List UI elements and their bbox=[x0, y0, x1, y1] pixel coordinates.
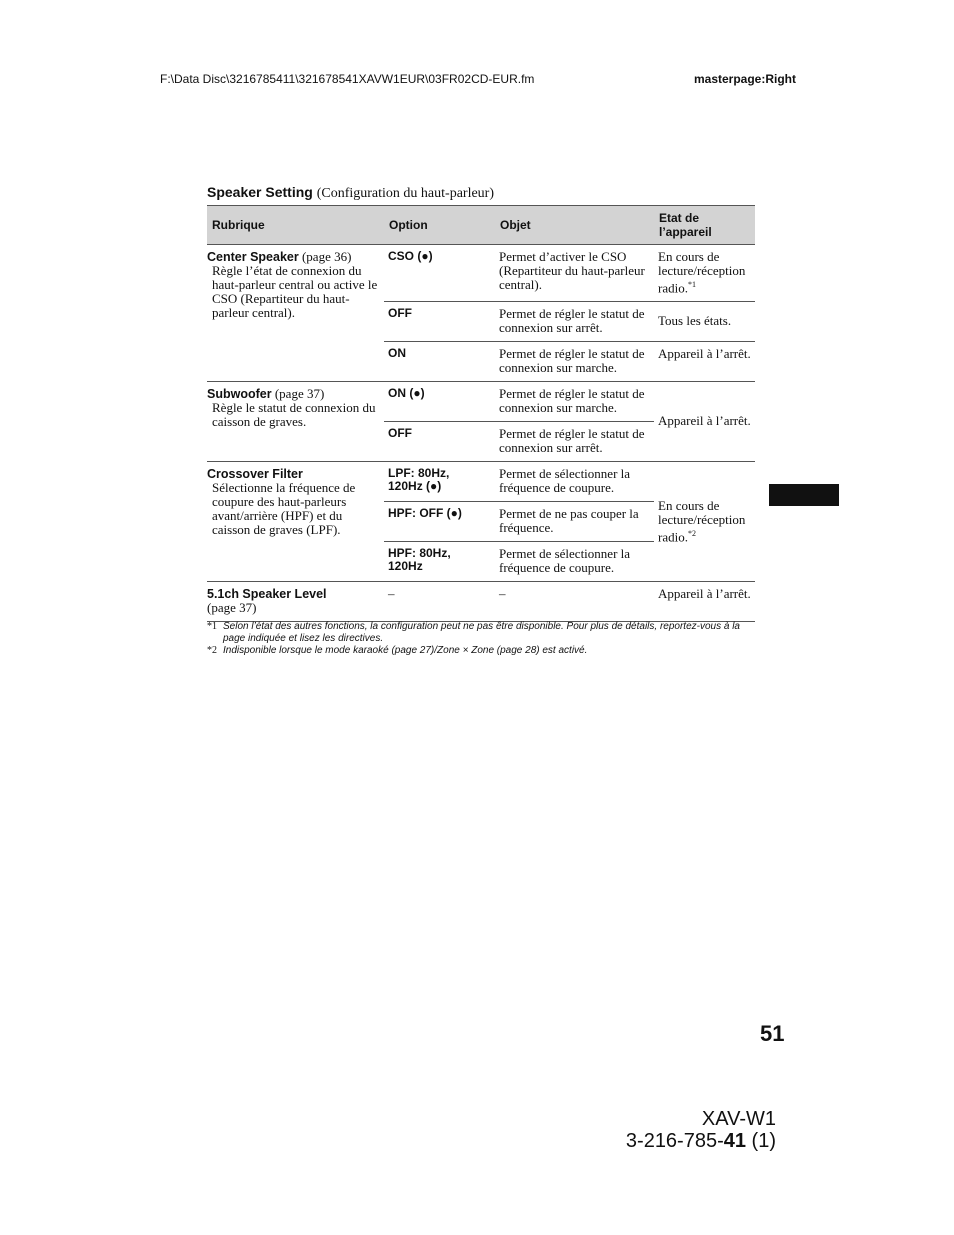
rubrique-name: Subwoofer bbox=[207, 387, 272, 402]
etat-cell: Appareil à l’arrêt. bbox=[654, 582, 755, 622]
etat-cell: Tous les états. bbox=[654, 302, 755, 342]
rubrique-name: Center Speaker bbox=[207, 250, 299, 264]
footnote-mark: *2 bbox=[687, 528, 696, 538]
rubrique-page: (page 37) bbox=[207, 600, 257, 616]
rubrique-page: (page 37) bbox=[274, 386, 325, 402]
speaker-setting-table bbox=[207, 205, 755, 622]
table-header-row bbox=[207, 206, 755, 245]
rubrique-desc: Sélectionne la fréquence de coupure des haut-parleurs avant/arrière (HPF) et du caisson de graves (LPF). bbox=[212, 480, 356, 538]
section-subtitle: (Configuration du haut-parleur) bbox=[316, 186, 494, 201]
footnote bbox=[207, 645, 752, 657]
header-etat: Etat de l’appareil bbox=[654, 206, 755, 245]
option-cell: LPF: 80Hz, 120Hz (●) bbox=[384, 462, 481, 502]
rubrique-desc: Règle le statut de connexion du caisson de graves. bbox=[212, 400, 376, 430]
footnote-mark: *2 bbox=[207, 645, 217, 656]
rubrique-desc: Règle l’état de connexion du haut-parleur central ou active le CSO (Repartiteur du haut-parleur central). bbox=[212, 263, 378, 320]
option-cell: HPF: 80Hz, 120Hz bbox=[384, 542, 481, 582]
table-row bbox=[207, 582, 755, 622]
section-tab-marker bbox=[769, 484, 839, 506]
page-number: 51 bbox=[760, 1021, 785, 1046]
option-cell: ON (●) bbox=[384, 382, 481, 422]
objet-cell: Permet de régler le statut de connexion sur arrêt. bbox=[495, 422, 654, 462]
rubrique-name: Crossover Filter bbox=[207, 467, 303, 482]
rubrique-name: 5.1ch Speaker Level bbox=[207, 587, 327, 602]
objet-cell: Permet de sélectionner la fréquence de coupure. bbox=[495, 542, 654, 582]
option-cell: ON bbox=[384, 342, 481, 382]
option-cell: – bbox=[384, 582, 481, 622]
model-info bbox=[626, 1108, 776, 1152]
footnotes bbox=[207, 621, 752, 657]
objet-cell: Permet de régler le statut de connexion sur arrêt. bbox=[495, 302, 654, 342]
table-row bbox=[207, 462, 755, 502]
footnote-mark: *1 bbox=[687, 280, 696, 289]
option-cell: HPF: OFF (●) bbox=[384, 502, 481, 542]
rubrique-center-speaker bbox=[207, 245, 384, 382]
model-code: 3-216-785-41 (1) bbox=[625, 1130, 776, 1152]
section-title bbox=[207, 184, 494, 202]
rubrique-subwoofer bbox=[207, 382, 384, 462]
objet-cell: – bbox=[495, 582, 654, 622]
rubrique-speaker-level bbox=[207, 582, 384, 622]
objet-cell: Permet de sélectionner la fréquence de coupure. bbox=[495, 462, 654, 502]
masterpage-label: masterpage:Right bbox=[693, 72, 796, 86]
etat-cell: En cours de lecture/réception radio.$^{*2}$ bbox=[654, 462, 755, 582]
option-cell: OFF bbox=[384, 302, 481, 342]
objet-cell: Permet de régler le statut de connexion sur marche. bbox=[495, 382, 654, 422]
table-row bbox=[207, 382, 755, 422]
section-title-text: Speaker Setting bbox=[207, 184, 313, 200]
etat-cell: Appareil à l’arrêt. bbox=[654, 382, 755, 462]
header-option: Option bbox=[384, 206, 481, 245]
footnote bbox=[207, 621, 752, 645]
etat-cell: En cours de lecture/réception radio.$^{*1}$ bbox=[654, 245, 755, 302]
header-rubrique: Rubrique bbox=[207, 206, 384, 245]
table-row bbox=[207, 245, 755, 302]
rubrique-page: (page 36) bbox=[301, 249, 352, 264]
etat-cell: Appareil à l’arrêt. bbox=[654, 342, 755, 382]
option-cell: OFF bbox=[384, 422, 481, 462]
rubrique-crossover-filter bbox=[207, 462, 384, 582]
model-name: XAV-W1 bbox=[701, 1108, 776, 1130]
option-cell: CSO (●) bbox=[384, 245, 481, 302]
objet-cell: Permet d’activer le CSO (Repartiteur du haut-parleur central). bbox=[495, 245, 654, 302]
objet-cell: Permet de ne pas couper la fréquence. bbox=[495, 502, 654, 542]
footnote-text: Indisponible lorsque le mode karaoké (page 27)/Zone × Zone (page 28) est activé. bbox=[223, 645, 588, 656]
objet-cell: Permet de régler le statut de connexion sur marche. bbox=[495, 342, 654, 382]
header-objet: Objet bbox=[495, 206, 654, 245]
file-path-header: F:\Data Disc\3216785411\321678541XAVW1EUR\03FR02CD-EUR.fm bbox=[160, 72, 535, 86]
footnote-mark: *1 bbox=[207, 621, 217, 632]
footnote-text: Selon l’état des autres fonctions, la configuration peut ne pas être disponible. Pour plus de détails, reportez-vous à la page indiquée et lisez les directives. bbox=[223, 621, 740, 644]
